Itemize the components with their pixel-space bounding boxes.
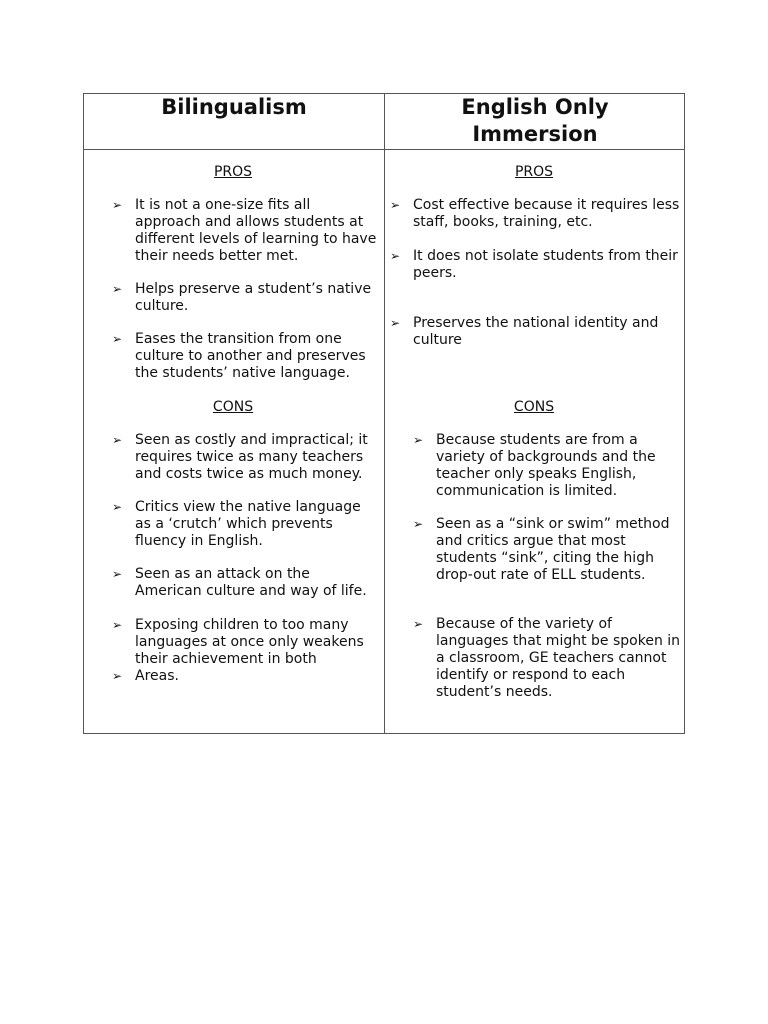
- header-english-only-line1: English Only: [461, 95, 609, 119]
- left-cons-item-line: Seen as costly and impractical; it: [135, 432, 368, 448]
- right-pros-item-line: Cost effective because it requires less: [413, 197, 680, 213]
- header-english-only-line2: Immersion: [472, 122, 598, 146]
- right-cons-item-line: Because of the variety of: [436, 616, 612, 632]
- right-cons-bullet-icon: ➢: [413, 617, 424, 631]
- left-cons-item-line: their achievement in both: [135, 651, 317, 667]
- left-pros-item-line: approach and allows students at: [135, 214, 364, 230]
- left-pros-item-line: the students’ native language.: [135, 365, 350, 381]
- right-pros-label: PROS: [514, 164, 554, 180]
- left-pros-item-line: It is not a one-size fits all: [135, 197, 311, 213]
- right-cons-item-line: teacher only speaks English,: [436, 466, 637, 482]
- right-pros-item-line: peers.: [413, 265, 457, 281]
- left-cons-item-line: requires twice as many teachers: [135, 449, 364, 465]
- left-pros-item-line: culture to another and preserves: [135, 348, 366, 364]
- right-cons-item-line: students “sink”, citing the high: [436, 550, 654, 566]
- right-cons-item-line: Because students are from a: [436, 432, 638, 448]
- left-pros-item-line: Helps preserve a student’s native: [135, 281, 372, 297]
- column-divider: [384, 94, 385, 733]
- right-cons-bullet-icon: ➢: [413, 433, 424, 447]
- left-pros-item-line: different levels of learning to have: [135, 231, 377, 247]
- right-pros-item-line: Preserves the national identity and: [413, 315, 659, 331]
- left-pros-bullet-icon: ➢: [112, 332, 123, 346]
- left-cons-item-line: fluency in English.: [135, 533, 263, 549]
- right-cons-item-line: Seen as a “sink or swim” method: [436, 516, 670, 532]
- left-cons-bullet-icon: ➢: [112, 618, 123, 632]
- right-pros-bullet-icon: ➢: [390, 249, 401, 263]
- right-cons-item-line: variety of backgrounds and the: [436, 449, 656, 465]
- right-cons-label: CONS: [513, 399, 555, 415]
- left-cons-bullet-icon: ➢: [112, 567, 123, 581]
- left-pros-bullet-icon: ➢: [112, 282, 123, 296]
- left-cons-bullet-icon: ➢: [112, 433, 123, 447]
- left-cons-item-line: Seen as an attack on the: [135, 566, 310, 582]
- left-cons-item-line: and costs twice as much money.: [135, 466, 363, 482]
- left-pros-item-line: culture.: [135, 298, 189, 314]
- right-cons-item-line: student’s needs.: [436, 684, 553, 700]
- left-pros-label: PROS: [213, 164, 253, 180]
- header-bilingualism-text: Bilingualism: [161, 95, 307, 119]
- left-cons-bullet-icon: ➢: [112, 500, 123, 514]
- left-cons-item-line: languages at once only weakens: [135, 634, 364, 650]
- left-cons-bullet-icon: ➢: [112, 669, 123, 683]
- left-cons-item-line: as a ‘crutch’ which prevents: [135, 516, 333, 532]
- left-cons-item-line: Areas.: [135, 668, 179, 684]
- right-cons-item-line: communication is limited.: [436, 483, 618, 499]
- left-pros-item-line: Eases the transition from one: [135, 331, 342, 347]
- right-cons-item-line: drop-out rate of ELL students.: [436, 567, 646, 583]
- right-cons-item-line: and critics argue that most: [436, 533, 626, 549]
- left-pros-item-line: their needs better met.: [135, 248, 299, 264]
- left-pros-bullet-icon: ➢: [112, 198, 123, 212]
- right-cons-item-line: languages that might be spoken in: [436, 633, 681, 649]
- header-bilingualism: [84, 94, 384, 149]
- left-cons-item-line: Critics view the native language: [135, 499, 361, 515]
- right-cons-item-line: identify or respond to each: [436, 667, 626, 683]
- left-cons-item-line: American culture and way of life.: [135, 583, 367, 599]
- header-divider: [84, 149, 684, 150]
- right-cons-item-line: a classroom, GE teachers cannot: [436, 650, 667, 666]
- right-pros-item-line: culture: [413, 332, 462, 348]
- right-pros-bullet-icon: ➢: [390, 316, 401, 330]
- left-cons-item-line: Exposing children to too many: [135, 617, 349, 633]
- header-english-only: [385, 94, 685, 149]
- left-cons-label: CONS: [212, 399, 254, 415]
- right-cons-bullet-icon: ➢: [413, 517, 424, 531]
- right-pros-bullet-icon: ➢: [390, 198, 401, 212]
- right-pros-item-line: It does not isolate students from their: [413, 248, 678, 264]
- right-pros-item-line: staff, books, training, etc.: [413, 214, 593, 230]
